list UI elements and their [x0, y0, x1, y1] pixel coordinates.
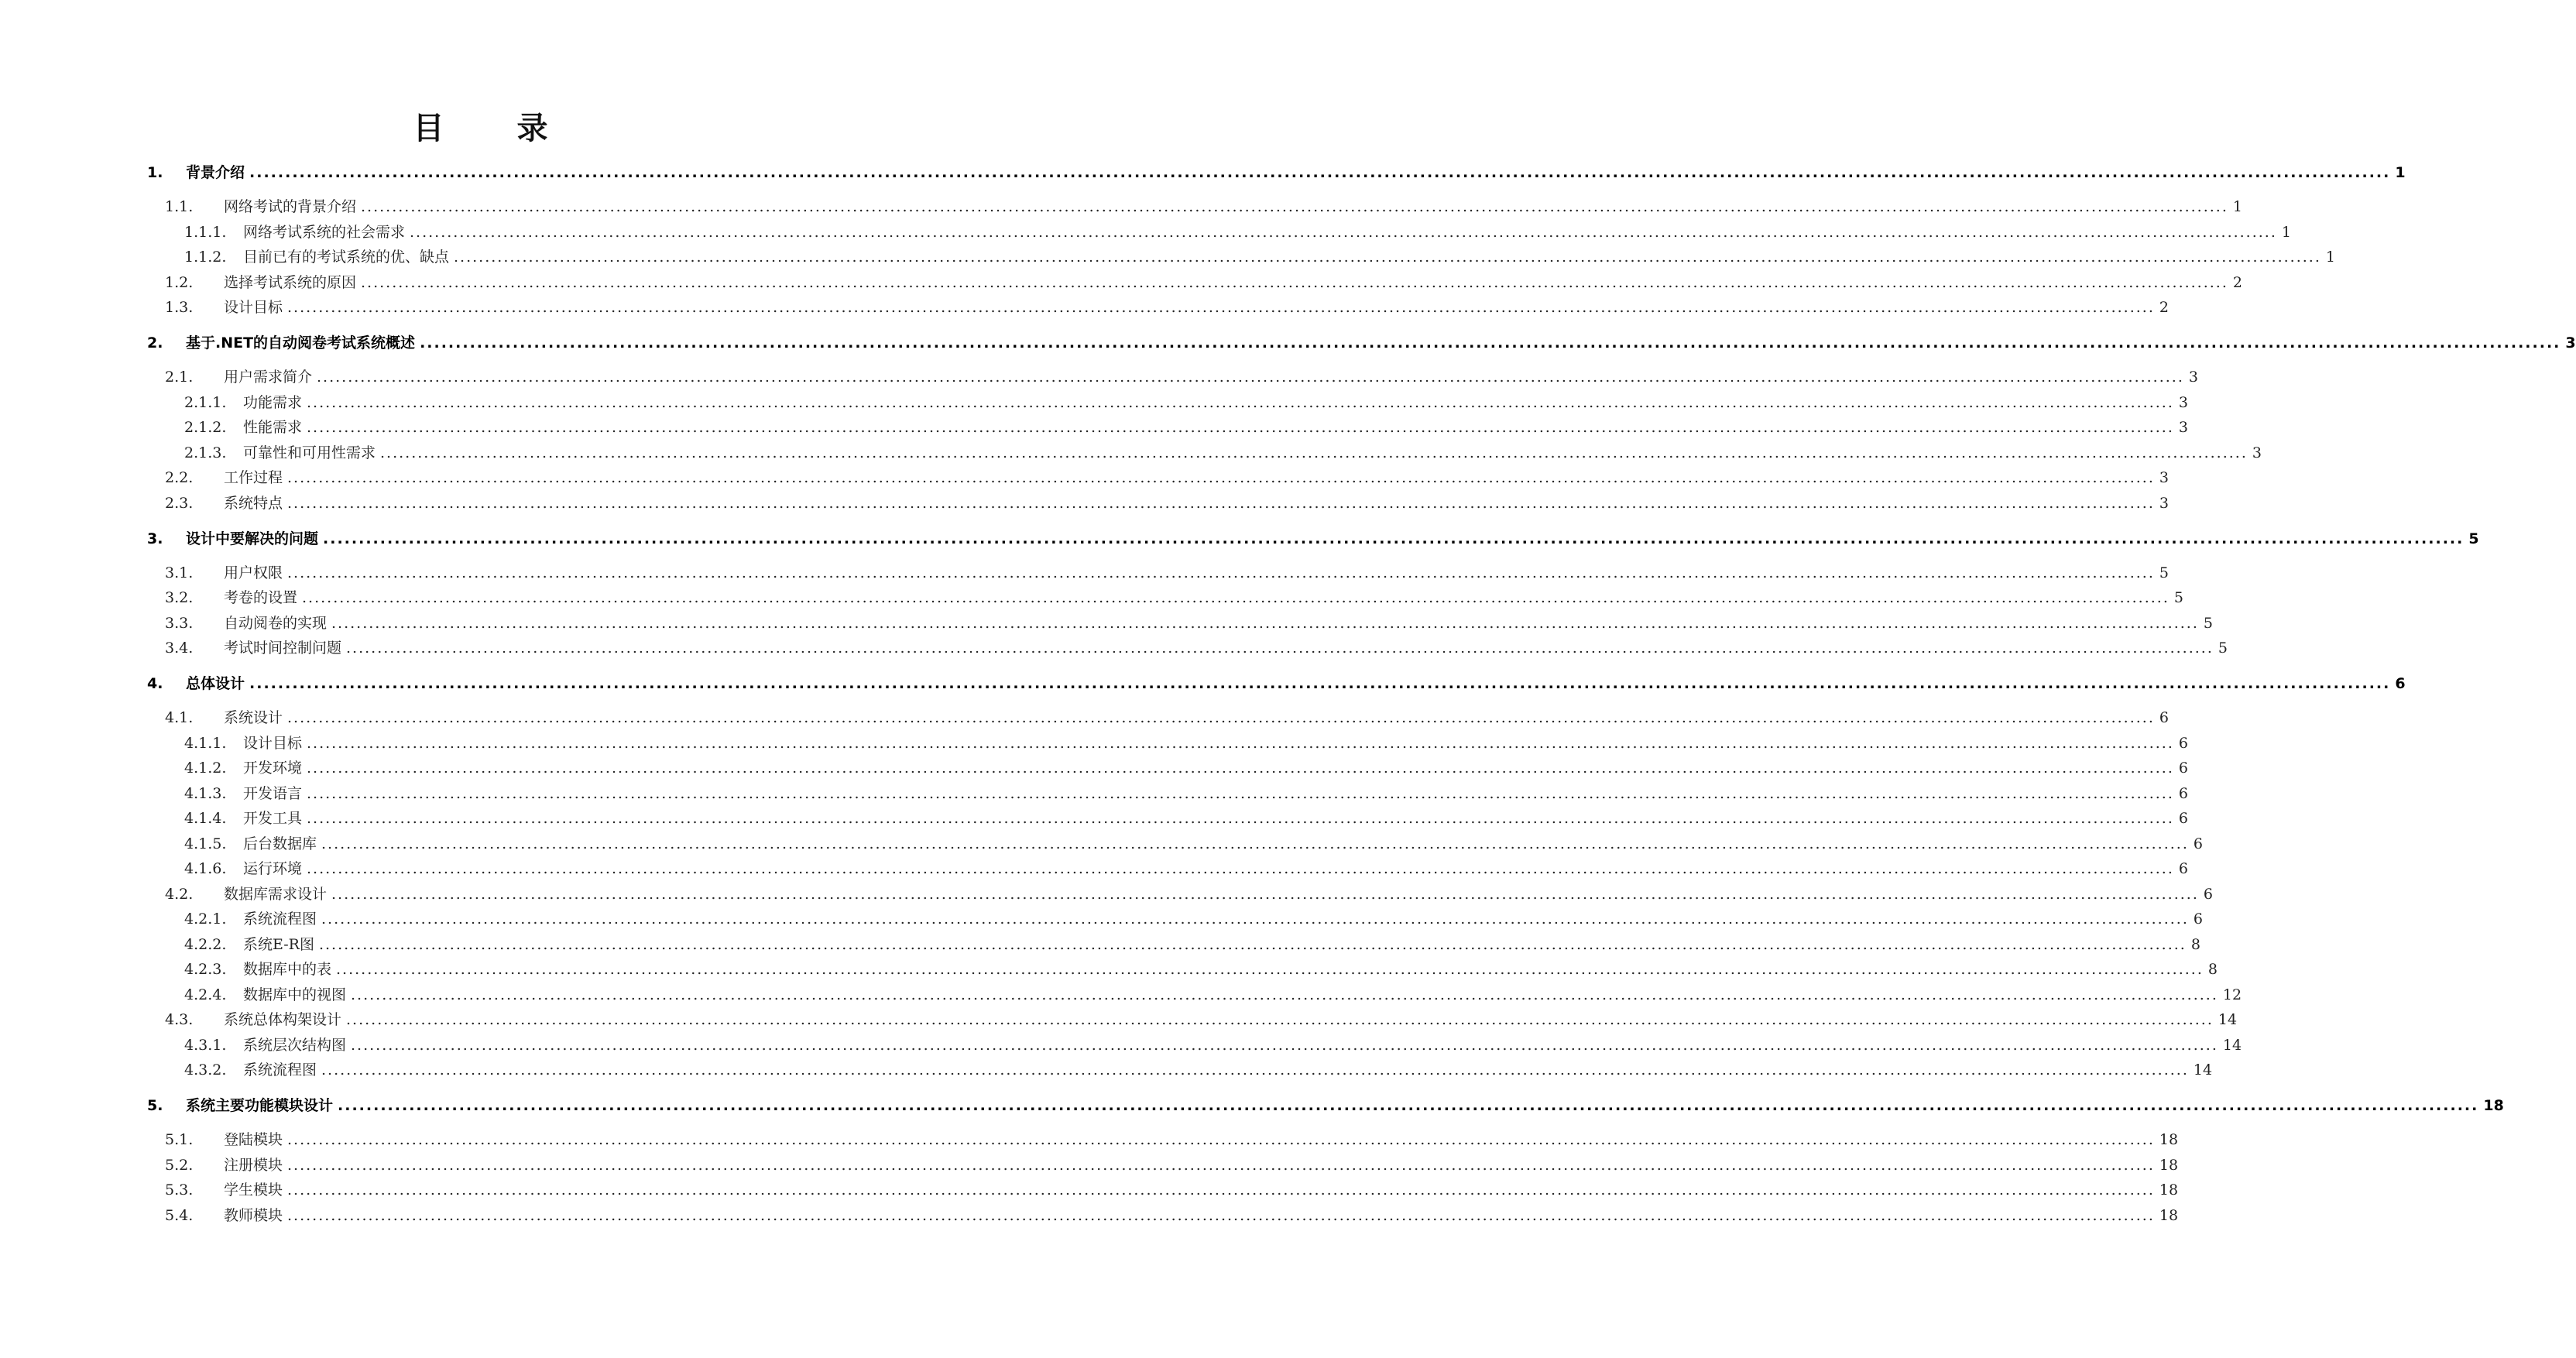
toc-entry-number: 2.1. — [165, 369, 194, 386]
toc-entry-title: 数据库需求设计 — [224, 885, 328, 903]
toc-entry-title: 系统主要功能模块设计 — [186, 1097, 334, 1114]
toc-leader-dots: ............................................................................................................................................................................................................................................................................................................ — [336, 961, 2204, 978]
toc-leader-dots: ............................................................................................................................................................................................................................................................................................................ — [454, 249, 2321, 266]
toc-entry-number: 2. — [147, 334, 163, 352]
toc-entry-page: 5 — [2218, 640, 2228, 657]
toc-entry-page: 3 — [2188, 369, 2198, 386]
toc-entry-title: 学生模块 — [224, 1181, 283, 1199]
toc-entry[interactable] — [165, 1154, 2179, 1175]
toc-entry-title: 系统设计 — [224, 709, 283, 726]
toc-entry[interactable] — [184, 441, 2262, 462]
toc-leader-dots: ............................................................................................................................................................................................................................................................................................................ — [287, 709, 2155, 726]
toc-entry-number: 1.1. — [165, 198, 194, 215]
toc-entry-page: 3 — [2178, 393, 2188, 411]
toc-entry-title: 目前已有的考试系统的优、缺点 — [243, 249, 450, 266]
toc-entry[interactable] — [165, 195, 2242, 216]
toc-leader-dots: ............................................................................................................................................................................................................................................................................................................ — [287, 1131, 2155, 1148]
toc-entry-page: 18 — [2159, 1156, 2179, 1174]
toc-entry-title: 开发工具 — [243, 810, 303, 827]
toc-entry-number: 1.1.1. — [184, 223, 227, 241]
toc-leader-dots: ............................................................................................................................................................................................................................................................................................................ — [331, 614, 2199, 632]
toc-entry-page: 1 — [2325, 249, 2335, 266]
toc-entry-title: 选择考试系统的原因 — [224, 273, 357, 291]
toc-entry[interactable] — [165, 1178, 2179, 1199]
toc-entry-number: 4.3. — [165, 1011, 194, 1028]
toc-entry-title: 教师模块 — [224, 1206, 283, 1224]
toc-entry-page: 6 — [2395, 675, 2406, 692]
toc-leader-dots: ............................................................................................................................................................................................................................................................................................................ — [302, 589, 2170, 606]
toc-leader-dots: ............................................................................................................................................................................................................................................................................................................ — [380, 444, 2248, 461]
toc-leader-dots: ............................................................................................................................................................................................................................................................................................................ — [361, 198, 2228, 215]
toc-entry-number: 1.1.2. — [184, 249, 227, 266]
toc-entry[interactable] — [184, 933, 2200, 954]
toc-entry-title: 可靠性和可用性需求 — [243, 444, 376, 461]
toc-entry[interactable] — [165, 586, 2183, 607]
toc-entry[interactable] — [184, 958, 2218, 979]
toc-entry-page: 1 — [2395, 164, 2406, 181]
toc-entry-number: 4.1.5. — [184, 835, 227, 852]
toc-entry-page: 8 — [2190, 935, 2200, 953]
toc-entry-number: 3.1. — [165, 564, 194, 581]
toc-leader-dots: ............................................................................................................................................................................................................................................................................................................ — [318, 935, 2187, 953]
toc-entry-title: 总体设计 — [186, 675, 245, 692]
toc-entry-page: 1 — [2281, 223, 2291, 241]
toc-leader-dots: ............................................................................................................................................................................................................................................................................................................ — [351, 986, 2218, 1003]
toc-entry-title: 网络考试系统的社会需求 — [243, 223, 406, 241]
toc-entry-number: 2.2. — [165, 469, 194, 486]
toc-entry-page: 14 — [2218, 1011, 2238, 1028]
toc-leader-dots: ............................................................................................................................................................................................................................................................................................................ — [287, 494, 2155, 512]
toc-leader-dots: ............................................................................................................................................................................................................................................................................................................ — [249, 675, 2391, 692]
toc-entry-page: 14 — [2222, 1036, 2242, 1054]
toc-entry-page: 6 — [2203, 885, 2213, 903]
toc-entry-page: 5 — [2468, 530, 2479, 547]
toc-entry-page: 18 — [2483, 1097, 2504, 1114]
toc-entry[interactable] — [165, 561, 2169, 582]
toc-entry-page: 2 — [2232, 273, 2242, 291]
toc-entry-number: 4.2. — [165, 885, 194, 903]
toc-entry-title: 注册模块 — [224, 1156, 283, 1174]
toc-entry[interactable] — [184, 782, 2188, 803]
toc-entry-number: 3.4. — [165, 640, 194, 657]
toc-entry-number: 4.2.2. — [184, 935, 227, 953]
toc-leader-dots: ............................................................................................................................................................................................................................................................................................................ — [307, 784, 2174, 802]
toc-entry-page: 6 — [2193, 910, 2203, 928]
toc-entry[interactable] — [184, 756, 2188, 777]
toc-entry-page: 8 — [2207, 961, 2218, 978]
toc-entry-title: 设计中要解决的问题 — [186, 530, 319, 547]
toc-entry[interactable] — [165, 612, 2213, 633]
toc-entry-number: 3.3. — [165, 614, 194, 632]
toc-entry[interactable] — [184, 857, 2188, 878]
toc-leader-dots: ............................................................................................................................................................................................................................................................................................................ — [420, 334, 2561, 352]
toc-entry-title: 自动阅卷的实现 — [224, 614, 328, 632]
toc-entry-number: 5.3. — [165, 1181, 194, 1199]
toc-entry-page: 3 — [2178, 419, 2188, 436]
toc-entry-title: 性能需求 — [243, 419, 303, 436]
toc-entry-number: 5.1. — [165, 1131, 194, 1148]
page-title: 目 录 — [413, 111, 579, 146]
toc-entry-title: 考试时间控制问题 — [224, 640, 342, 657]
toc-leader-dots: ............................................................................................................................................................................................................................................................................................................ — [307, 860, 2174, 877]
toc-leader-dots: ............................................................................................................................................................................................................................................................................................................ — [287, 469, 2155, 486]
toc-leader-dots: ............................................................................................................................................................................................................................................................................................................ — [331, 885, 2199, 903]
toc-entry-page: 6 — [2178, 810, 2188, 827]
toc-entry[interactable] — [147, 161, 2406, 182]
toc-entry-page: 6 — [2178, 860, 2188, 877]
toc-entry-number: 5. — [147, 1097, 163, 1114]
toc-entry-number: 5.4. — [165, 1206, 194, 1224]
toc-entry-number: 4. — [147, 675, 163, 692]
toc-entry-page: 3 — [2252, 444, 2262, 461]
toc-entry[interactable] — [184, 807, 2188, 828]
toc-leader-dots: ............................................................................................................................................................................................................................................................................................................ — [307, 810, 2174, 827]
toc-leader-dots: ............................................................................................................................................................................................................................................................................................................ — [287, 299, 2155, 316]
toc-entry[interactable] — [184, 245, 2335, 266]
toc-entry-page: 2 — [2159, 299, 2169, 316]
toc-leader-dots: ............................................................................................................................................................................................................................................................................................................ — [287, 1156, 2155, 1174]
toc-leader-dots: ............................................................................................................................................................................................................................................................................................................ — [321, 835, 2189, 852]
toc-entry[interactable] — [184, 391, 2188, 412]
toc-entry-title: 用户需求简介 — [224, 369, 313, 386]
toc-entry-title: 设计目标 — [243, 734, 303, 752]
toc-entry-title: 背景介绍 — [186, 164, 245, 181]
toc-entry[interactable] — [165, 365, 2198, 386]
toc-entry-number: 4.1.2. — [184, 760, 227, 777]
toc-entry[interactable] — [165, 883, 2213, 904]
toc-leader-dots: ............................................................................................................................................................................................................................................................................................................ — [321, 910, 2189, 928]
toc-entry-title: 设计目标 — [224, 299, 283, 316]
toc-entry-number: 1.2. — [165, 273, 194, 291]
toc-entry[interactable] — [147, 672, 2406, 693]
toc-entry-number: 2.1.1. — [184, 393, 227, 411]
toc-leader-dots: ............................................................................................................................................................................................................................................................................................................ — [338, 1097, 2479, 1114]
toc-entry[interactable] — [165, 271, 2242, 292]
toc-entry-page: 5 — [2203, 614, 2213, 632]
toc-entry[interactable] — [184, 907, 2203, 928]
toc-entry-title: 系统流程图 — [243, 910, 317, 928]
toc-entry-page: 3 — [2159, 494, 2169, 512]
toc-entry-title: 后台数据库 — [243, 835, 317, 852]
toc-entry[interactable] — [184, 221, 2291, 242]
toc-entry-number: 4.1.4. — [184, 810, 227, 827]
toc-entry[interactable] — [165, 1204, 2179, 1225]
toc-entry[interactable] — [184, 1034, 2242, 1055]
toc-entry-page: 3 — [2159, 469, 2169, 486]
toc-entry[interactable] — [165, 466, 2169, 487]
toc-leader-dots: ............................................................................................................................................................................................................................................................................................................ — [323, 530, 2465, 547]
toc-entry[interactable] — [147, 527, 2479, 548]
toc-entry-number: 4.1.1. — [184, 734, 227, 752]
toc-entry-page: 12 — [2222, 986, 2242, 1003]
toc-entry-number: 4.3.2. — [184, 1061, 227, 1079]
toc-entry-title: 网络考试的背景介绍 — [224, 198, 357, 215]
toc-entry-title: 运行环境 — [243, 860, 303, 877]
toc-entry[interactable] — [165, 492, 2169, 513]
toc-entry-number: 2.1.2. — [184, 419, 227, 436]
toc-leader-dots: ............................................................................................................................................................................................................................................................................................................ — [317, 369, 2184, 386]
toc-entry[interactable] — [165, 636, 2228, 657]
toc-entry-number: 4.2.4. — [184, 986, 227, 1003]
toc-leader-dots: ............................................................................................................................................................................................................................................................................................................ — [351, 1036, 2218, 1054]
toc-leader-dots: ............................................................................................................................................................................................................................................................................................................ — [287, 1206, 2155, 1224]
toc-leader-dots: ............................................................................................................................................................................................................................................................................................................ — [307, 419, 2174, 436]
toc-leader-dots: ............................................................................................................................................................................................................................................................................................................ — [410, 223, 2277, 241]
toc-entry-number: 4.2.3. — [184, 961, 227, 978]
toc-entry-number: 4.1.6. — [184, 860, 227, 877]
toc-entry[interactable] — [165, 296, 2169, 317]
toc-entry-title: 系统特点 — [224, 494, 283, 512]
toc-entry[interactable] — [184, 416, 2188, 437]
toc-entry[interactable] — [184, 832, 2203, 853]
toc-entry-number: 3. — [147, 530, 163, 547]
toc-entry-title: 系统总体构架设计 — [224, 1011, 342, 1028]
toc-entry[interactable] — [165, 1128, 2179, 1149]
toc-entry-title: 工作过程 — [224, 469, 283, 486]
toc-entry-page: 6 — [2159, 709, 2169, 726]
toc-entry-title: 系统E-R图 — [243, 935, 314, 953]
toc-entry-page: 18 — [2159, 1131, 2179, 1148]
toc-entry-page: 6 — [2178, 760, 2188, 777]
toc-entry[interactable] — [147, 331, 2576, 352]
toc-entry-title: 开发环境 — [243, 760, 303, 777]
toc-entry-page: 14 — [2193, 1061, 2213, 1079]
toc-entry-title: 登陆模块 — [224, 1131, 283, 1148]
toc-entry-number: 3.2. — [165, 589, 194, 606]
toc-leader-dots: ............................................................................................................................................................................................................................................................................................................ — [346, 640, 2214, 657]
toc-entry-page: 3 — [2565, 334, 2576, 352]
toc-entry-title: 基于.NET的自动阅卷考试系统概述 — [186, 334, 416, 352]
toc-entry-title: 系统流程图 — [243, 1061, 317, 1079]
toc-entry-number: 4.1. — [165, 709, 194, 726]
toc-entry-number: 2.3. — [165, 494, 194, 512]
toc-entry[interactable] — [184, 732, 2188, 753]
toc-entry-number: 2.1.3. — [184, 444, 227, 461]
toc-entry-title: 系统层次结构图 — [243, 1036, 347, 1054]
toc-entry[interactable] — [184, 1058, 2213, 1079]
toc-entry[interactable] — [184, 983, 2242, 1004]
toc-entry-number: 5.2. — [165, 1156, 194, 1174]
toc-entry-number: 1.3. — [165, 299, 194, 316]
toc-leader-dots: ............................................................................................................................................................................................................................................................................................................ — [346, 1011, 2214, 1028]
toc-entry[interactable] — [165, 706, 2169, 727]
toc-entry-title: 功能需求 — [243, 393, 303, 411]
toc-entry-title: 开发语言 — [243, 784, 303, 802]
toc-entry-page: 18 — [2159, 1206, 2179, 1224]
toc-leader-dots: ............................................................................................................................................................................................................................................................................................................ — [307, 734, 2174, 752]
toc-leader-dots: ............................................................................................................................................................................................................................................................................................................ — [307, 393, 2174, 411]
toc-entry-page: 18 — [2159, 1181, 2179, 1199]
toc-entry-title: 用户权限 — [224, 564, 283, 581]
toc-leader-dots: ............................................................................................................................................................................................................................................................................................................ — [361, 273, 2228, 291]
toc-leader-dots: ............................................................................................................................................................................................................................................................................................................ — [307, 760, 2174, 777]
toc-entry-number: 4.2.1. — [184, 910, 227, 928]
toc-entry-page: 6 — [2178, 784, 2188, 802]
toc-entry-page: 1 — [2232, 198, 2242, 215]
toc-leader-dots: ............................................................................................................................................................................................................................................................................................................ — [287, 1181, 2155, 1199]
toc-entry[interactable] — [147, 1094, 2504, 1115]
toc-leader-dots: ............................................................................................................................................................................................................................................................................................................ — [249, 164, 2391, 181]
toc-entry-number: 4.3.1. — [184, 1036, 227, 1054]
toc-entry-number: 1. — [147, 164, 163, 181]
toc-entry-page: 6 — [2193, 835, 2203, 852]
toc-entry-page: 5 — [2159, 564, 2169, 581]
toc-entry[interactable] — [165, 1008, 2238, 1029]
toc-leader-dots: ............................................................................................................................................................................................................................................................................................................ — [321, 1061, 2189, 1079]
toc-entry-title: 数据库中的视图 — [243, 986, 347, 1003]
toc-leader-dots: ............................................................................................................................................................................................................................................................................................................ — [287, 564, 2155, 581]
toc-entry-title: 考卷的设置 — [224, 589, 298, 606]
toc-entry-page: 6 — [2178, 734, 2188, 752]
toc-entry-number: 4.1.3. — [184, 784, 227, 802]
toc-entry-title: 数据库中的表 — [243, 961, 332, 978]
toc-entry-page: 5 — [2173, 589, 2183, 606]
